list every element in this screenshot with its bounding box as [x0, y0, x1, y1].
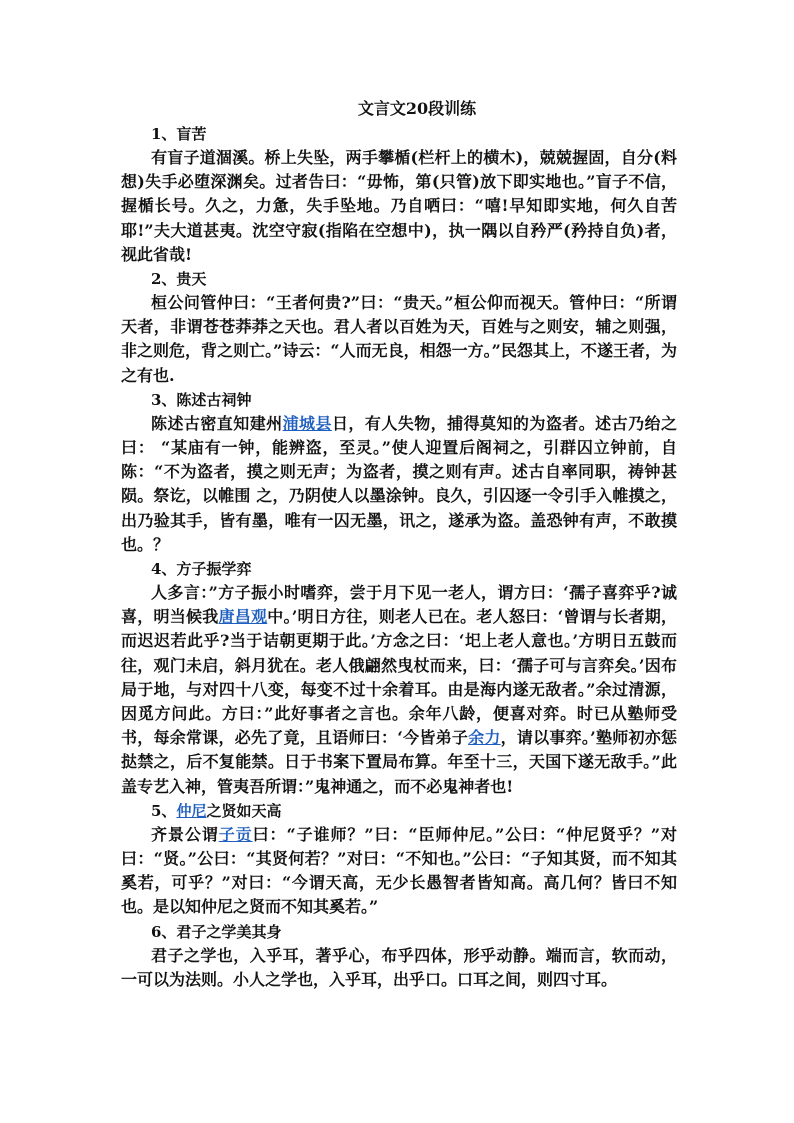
- text-link[interactable]: 浦城县: [282, 413, 332, 433]
- document-page: [121, 96, 677, 992]
- paragraph-text: 日，有人失物，捕得莫知的为盗者。述古乃绐之曰： “某庙有一钟，能辨盗，至灵。”使人迎置后阁祠之，引群囚立钟前，自陈：“不为盗者，摸之则无声；为盗者，摸之则有声。述古自率同职，祷钟甚陨。祭讫，以帷围 之，乃阴使人以墨涂钟。良久，引囚逐一令引手入帷摸之，出乃验其手，皆有墨，唯有一囚无墨，讯之，遂承为盗。盖恐钟有声，不敢摸也。？: [121, 413, 677, 554]
- section-paragraph: [121, 581, 677, 799]
- paragraph-text: 中。’明日方往，则老人已在。老人怒曰：‘曾谓与长者期，而迟迟若此乎?当于诘朝更期于此。’方念之曰：‘圯上老人意也。’方明日五鼓而往，观门未启，斜月犹在。老人俄翩然曳杖而来，曰：‘孺子可与言弈矣。’因布局于地，与对四十八变，每变不过十余着耳。由是海内遂无敌者。”余过清源，因觅方问此。方曰：”此好事者之言也。余年八龄，便喜对弈。时已从塾师受书，每余常课，必先了竟，且语师曰：‘今皆弟子: [121, 607, 677, 748]
- section-paragraph: [121, 291, 677, 388]
- paragraph-text: ，请以事弈。’塾师初亦惩挞禁之，后不复能禁。日于书案下置局布算。年至十三，天国下遂无敌手。”此盖专艺入神，管夷吾所谓：”鬼神通之，而不必鬼神者也!: [121, 728, 677, 796]
- section-heading: [121, 799, 677, 823]
- section-paragraph: [121, 823, 677, 920]
- section-paragraph: [121, 146, 677, 267]
- paragraph-text: 陈述古密直知建州: [151, 413, 283, 433]
- document-title: 文言文20段训练: [357, 99, 477, 118]
- section-heading: 1、盲苦: [151, 125, 207, 143]
- text-link[interactable]: 余力: [468, 728, 501, 748]
- section-paragraph: [121, 944, 677, 992]
- text-link[interactable]: 子贡: [218, 824, 253, 844]
- heading-text: 5、: [151, 801, 177, 820]
- section-heading: 3、陈述古祠钟: [151, 390, 252, 409]
- paragraph-text: 君子之学也，入乎耳，著乎心，布乎四体，形乎动静。端而言，软而动，一可以为法则。小人之学也，入乎耳，出乎口。口耳之间，则四寸耳。: [121, 945, 677, 989]
- sections-container: [121, 122, 677, 992]
- paragraph-text: 曰：“子谁师？”曰：“臣师仲尼。”公曰：“仲尼贤乎？”对曰：“贤。”公曰：“其贤何若？”对曰：“不知也。”公曰：“子知其贤，而不知其奚若，可乎？”对曰：“今谓天高，无少长愚智者皆知高。高几何？皆曰不知也。是以知仲尼之贤而不知其奚若。”: [121, 824, 677, 917]
- section-heading: 4、方子振学弈: [151, 560, 252, 579]
- paragraph-text: 有盲子道涸溪。桥上失坠，两手攀楯(栏杆上的横木)，兢兢握固，自分(料想)失手必堕深渊矣。过者告曰：“毋怖，第(只管)放下即实地也。”盲子不信，握楯长号。久之，力惫，失手坠地。乃自哂曰：“嘻!早知即实地，何久自苦耶!”夫大道甚夷。沈空守寂(指陷在空想中)，执一隅以自矜严(矜持自负)者，视此省哉!: [121, 148, 677, 264]
- paragraph-text: 人多言：”方子振小时嗜弈，尝于月下见一老人，谓方曰：‘孺子喜弈乎?诚喜，明当候我: [121, 583, 677, 627]
- text-link[interactable]: 唐昌观: [218, 607, 268, 627]
- text-link[interactable]: 仲尼: [176, 801, 207, 820]
- heading-text: 之贤如天高: [206, 801, 282, 820]
- section-paragraph: [121, 412, 677, 557]
- paragraph-text: 齐景公谓: [151, 824, 219, 844]
- section-heading: 6、君子之学美其身: [151, 922, 282, 941]
- paragraph-text: 桓公问管仲曰：“王者何贵?”曰：“贵天。”桓公仰而视天。管仲曰：“所谓天者，非谓苍苍莽莽之天也。君人者以百姓为天，百姓与之则安，辅之则强，非之则危，背之则亡。”诗云：“人而无良，相怨一方。”民怨其上，不遂王者，为之有也.: [121, 293, 677, 385]
- section-heading: 2、贵天: [151, 270, 207, 289]
